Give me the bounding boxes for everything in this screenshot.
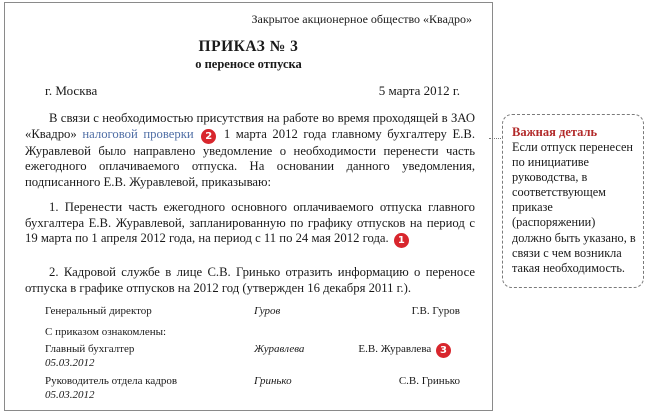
order-item-2-text: 2. Кадровой службе в лице С.В. Гринько отразить информацию о переносе отпуска в графике отпусков на 2012 год (утвержден 16 декабря 2011 г.). xyxy=(25,265,475,295)
hr-head-name: С.В. Гринько xyxy=(398,375,460,387)
organization-name: Закрытое акционерное общество «Квадро» xyxy=(251,12,472,26)
accountant-role: Главный бухгалтер xyxy=(45,343,135,355)
preamble-text-start: В связи с необходимостью присутствия на работе во время проходящей в ЗАО «Квадро» xyxy=(25,111,475,141)
callout-body: Если отпуск перенесен по инициативе руководства, в соответствующем приказе (распоряжении) должно быть указано, в связи с чем возникла такая необходимость. xyxy=(512,140,636,275)
preamble-paragraph xyxy=(25,111,475,190)
marker-badge-1: 1 xyxy=(394,233,409,248)
order-item-2 xyxy=(25,265,475,296)
order-document xyxy=(4,2,493,411)
hr-head-date: 05.03.2012 xyxy=(45,389,95,401)
important-detail-callout xyxy=(502,114,644,288)
hr-head-signature: Гринько xyxy=(254,375,292,387)
tax-audit-link[interactable]: налоговой проверки xyxy=(82,126,194,141)
order-item-1 xyxy=(25,200,475,248)
acquainted-label: С приказом ознакомлены: xyxy=(45,326,167,338)
order-city: г. Москва xyxy=(45,83,98,98)
accountant-signature: Журавлева xyxy=(254,343,305,355)
order-item-1-text: 1. Перенести часть ежегодного основного оплачиваемого отпуска главного бухгалтера Е.В. Журавлевой, запланированную по графику отпусков на период с 19 марта по 1 апреля 2012 года, на период с 11 по 24 мая 2012 года. xyxy=(25,200,475,246)
order-subtitle: о переносе отпуска xyxy=(195,57,302,71)
marker-badge-2: 2 xyxy=(201,129,216,144)
director-name: Г.В. Гуров xyxy=(411,305,460,317)
callout-title: Важная деталь xyxy=(512,125,598,139)
accountant-date: 05.03.2012 xyxy=(45,357,95,369)
director-role: Генеральный директор xyxy=(45,305,152,317)
accountant-name-text: Е.В. Журавлева xyxy=(358,343,432,355)
preamble-text-end: 1 марта 2012 года главному бухгалтеру Е.В. Журавлевой было направлено уведомление о необходимости перенести часть ежегодного оплачиваемого отпуска. На основании данного уведомления, подписанного Е.В. Журавлевой, приказываю: xyxy=(25,126,476,189)
director-signature: Гуров xyxy=(254,305,281,317)
hr-head-role: Руководитель отдела кадров xyxy=(45,375,178,387)
order-title: ПРИКАЗ № 3 xyxy=(198,38,299,55)
marker-badge-3: 3 xyxy=(436,343,451,358)
order-date: 5 марта 2012 г. xyxy=(378,83,460,98)
callout-leader-line xyxy=(489,138,503,139)
accountant-name xyxy=(358,343,453,358)
